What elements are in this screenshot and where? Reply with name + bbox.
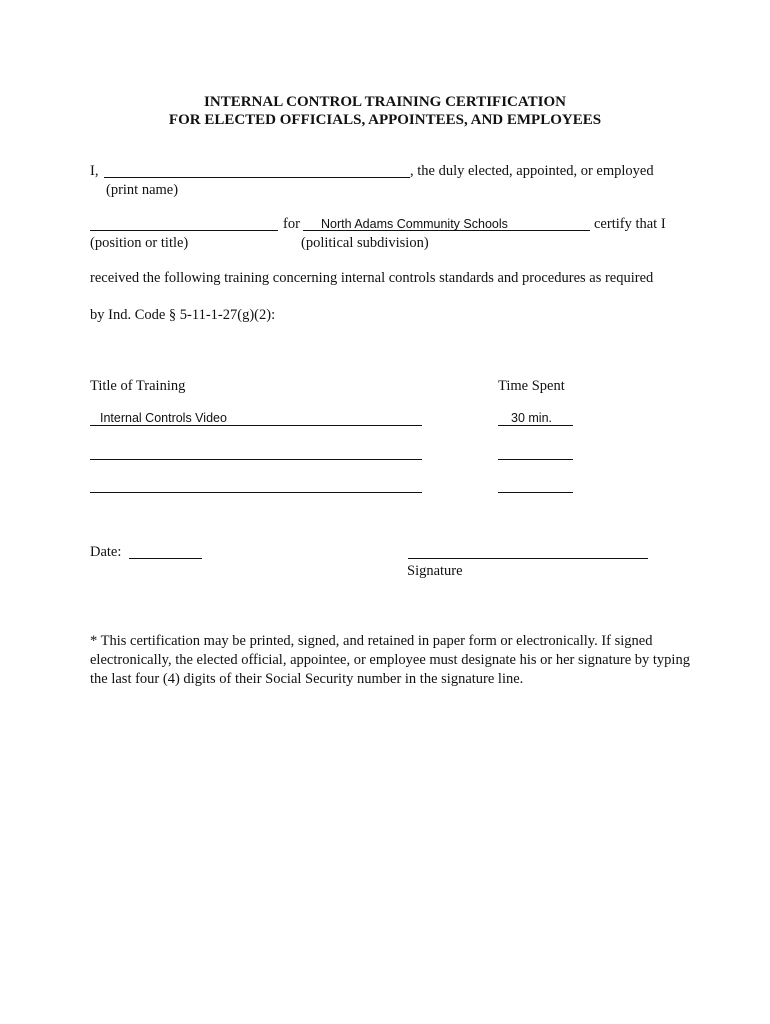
signature-field[interactable] [408,544,648,559]
form-title-line-1: INTERNAL CONTROL TRAINING CERTIFICATION [204,94,566,110]
political-subdivision-label: (political subdivision) [301,235,429,251]
signature-label: Signature [407,563,463,579]
statement-line-1: received the following training concerning internal controls standards and procedures as required [90,270,654,286]
training-title-value-1: Internal Controls Video [100,411,227,425]
statement-line-2: by Ind. Code § 5-11-1-27(g)(2): [90,307,276,323]
time-spent-field-2[interactable] [498,445,573,460]
form-title-line-2: FOR ELECTED OFFICIALS, APPOINTEES, AND EMPLOYEES [168,112,602,128]
position-title-field[interactable] [90,216,278,231]
print-name-field[interactable] [104,163,410,178]
position-title-label: (position or title) [90,235,189,251]
time-spent-value-1: 30 min. [511,411,552,425]
training-title-field-2[interactable] [90,445,422,460]
time-spent-field-3[interactable] [498,478,573,493]
print-name-label: (print name) [106,182,179,198]
date-field[interactable] [129,544,202,559]
certify-text: certify that I [594,216,666,232]
footnote: * This certification may be printed, signed, and retained in paper form or electronically. If signed electronically, the elected official, appointee, or employee must designate his or her signature by typing the last four (4) digits of their Social Security number in the signature line. [90,633,690,687]
intro-suffix: , the duly elected, appointed, or employed [410,163,654,179]
intro-prefix: I, [90,163,99,179]
for-label: for [283,216,300,232]
title-of-training-header: Title of Training [90,378,186,394]
date-label: Date: [90,544,122,560]
training-title-field-3[interactable] [90,478,422,493]
political-subdivision-value: North Adams Community Schools [321,217,508,231]
time-spent-header: Time Spent [498,378,565,394]
